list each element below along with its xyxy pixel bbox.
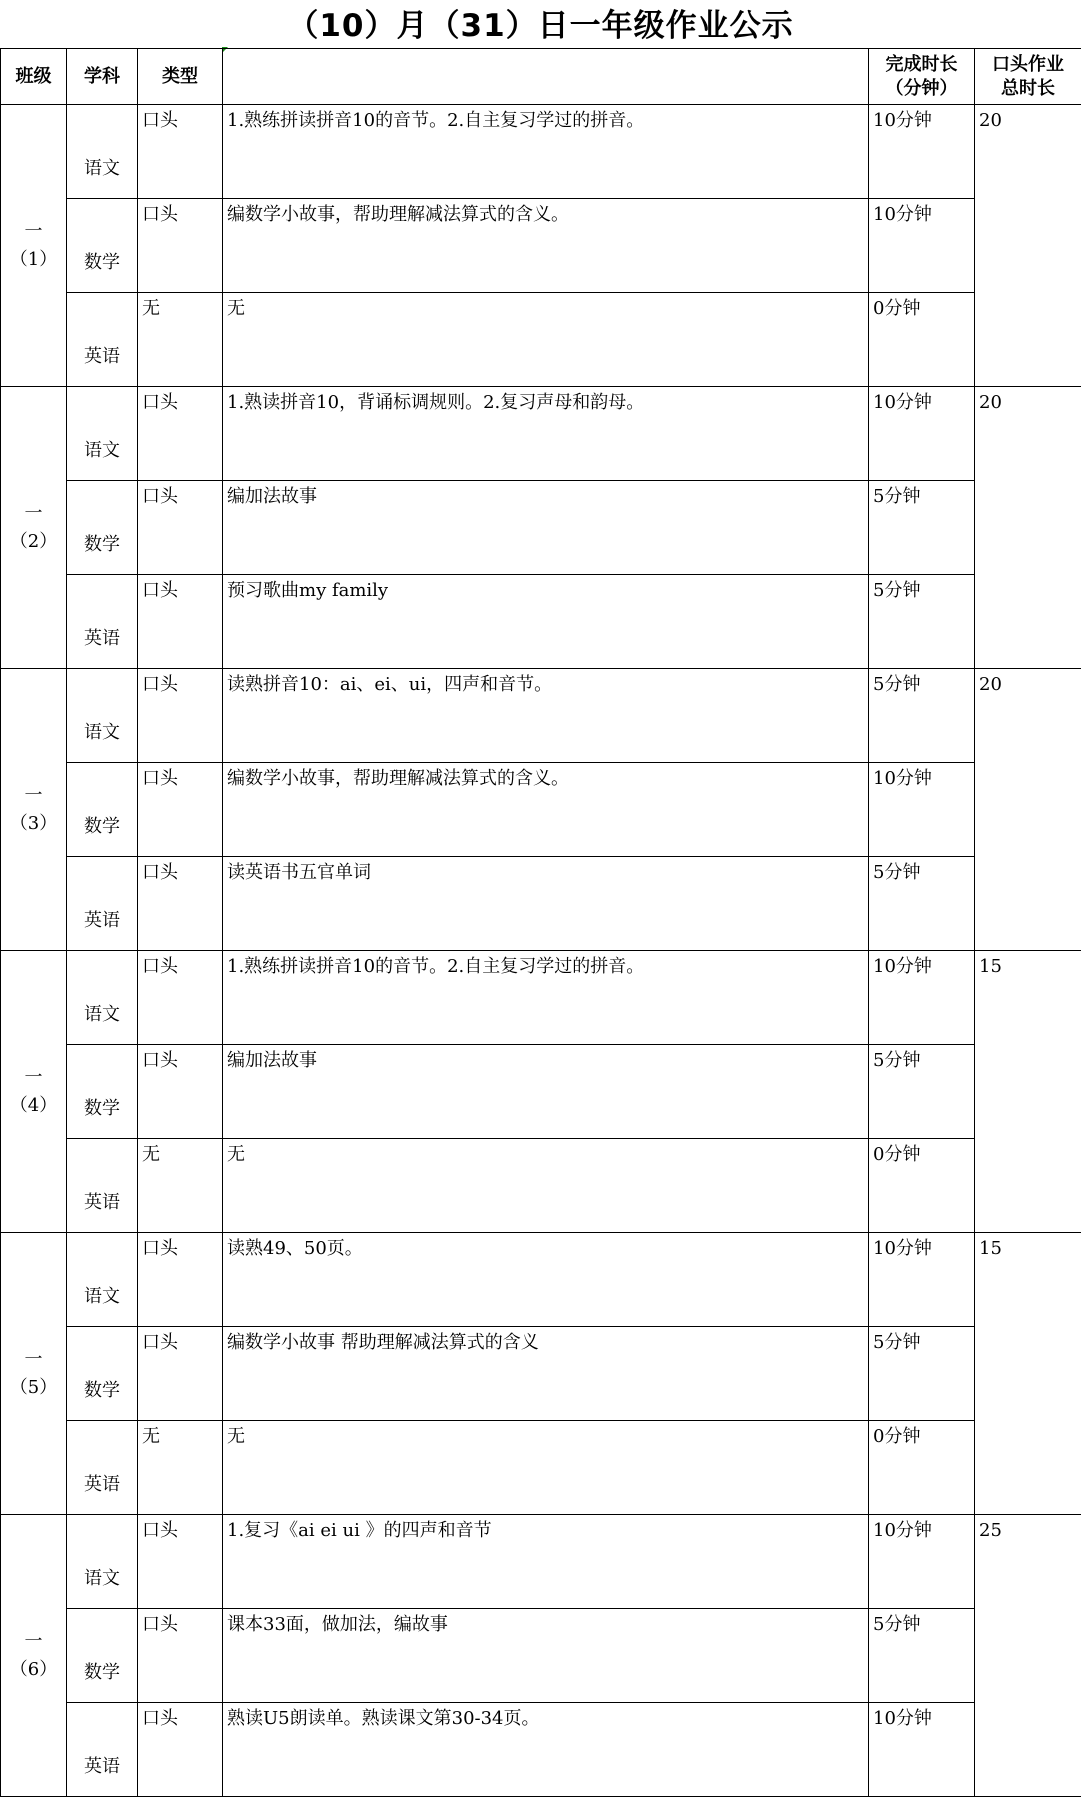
- content-cell: 1.复习《ai ei ui 》的四声和音节: [223, 1515, 869, 1609]
- class-name-line1: 一: [1, 500, 66, 528]
- table-row: [1, 951, 1081, 1045]
- header-class: 班级: [1, 49, 67, 105]
- header-subject: 学科: [67, 49, 138, 105]
- table-row: [1, 669, 1081, 763]
- total-cell: 15: [975, 951, 1081, 1233]
- duration-cell: 5分钟: [869, 857, 975, 951]
- subject-cell: 语文: [67, 1515, 138, 1609]
- class-cell: [1, 105, 67, 387]
- type-cell: 口头: [138, 481, 223, 575]
- table-row: [1, 1139, 1081, 1233]
- content-cell: 编加法故事: [223, 1045, 869, 1139]
- table-row: [1, 1515, 1081, 1609]
- type-cell: 口头: [138, 199, 223, 293]
- type-cell: 口头: [138, 1703, 223, 1797]
- type-cell: 口头: [138, 1233, 223, 1327]
- page-title: （10）月（31）日一年级作业公示: [0, 0, 1081, 48]
- header-duration: [869, 49, 975, 105]
- content-cell: 读熟49、50页。: [223, 1233, 869, 1327]
- content-cell: 1.熟练拼读拼音10的音节。2.自主复习学过的拼音。: [223, 951, 869, 1045]
- subject-cell: 英语: [67, 1703, 138, 1797]
- class-cell: [1, 1233, 67, 1515]
- table-row: [1, 481, 1081, 575]
- content-cell: 读熟拼音10：ai、ei、ui，四声和音节。: [223, 669, 869, 763]
- content-cell: 熟读U5朗读单。熟读课文第30-34页。: [223, 1703, 869, 1797]
- subject-cell: 语文: [67, 669, 138, 763]
- subject-cell: 数学: [67, 763, 138, 857]
- subject-cell: 英语: [67, 1139, 138, 1233]
- header-duration-line1: 完成时长: [869, 53, 974, 77]
- content-cell: 1.熟读拼音10，背诵标调规则。2.复习声母和韵母。: [223, 387, 869, 481]
- content-cell: 编数学小故事 帮助理解减法算式的含义: [223, 1327, 869, 1421]
- table-body: [1, 105, 1081, 1797]
- duration-cell: 5分钟: [869, 1045, 975, 1139]
- header-type: 类型: [138, 49, 223, 105]
- total-cell: 20: [975, 387, 1081, 669]
- subject-cell: 英语: [67, 1421, 138, 1515]
- duration-cell: 5分钟: [869, 575, 975, 669]
- table-row: [1, 1327, 1081, 1421]
- type-cell: 口头: [138, 387, 223, 481]
- duration-cell: 10分钟: [869, 105, 975, 199]
- content-cell: 无: [223, 1421, 869, 1515]
- content-cell: 预习歌曲my family: [223, 575, 869, 669]
- header-total: [975, 49, 1081, 105]
- type-cell: 口头: [138, 575, 223, 669]
- table-row: [1, 763, 1081, 857]
- homework-table: [0, 48, 1081, 1797]
- duration-cell: 0分钟: [869, 1421, 975, 1515]
- content-cell: 编加法故事: [223, 481, 869, 575]
- class-cell: [1, 951, 67, 1233]
- subject-cell: 数学: [67, 1327, 138, 1421]
- total-cell: 15: [975, 1233, 1081, 1515]
- duration-cell: 10分钟: [869, 387, 975, 481]
- duration-cell: 10分钟: [869, 763, 975, 857]
- duration-cell: 5分钟: [869, 1327, 975, 1421]
- class-name-line2: （1）: [1, 246, 66, 274]
- table-row: [1, 1609, 1081, 1703]
- subject-cell: 英语: [67, 293, 138, 387]
- type-cell: 口头: [138, 857, 223, 951]
- table-row: [1, 575, 1081, 669]
- class-name-line1: 一: [1, 1064, 66, 1092]
- type-cell: 无: [138, 1139, 223, 1233]
- type-cell: 口头: [138, 951, 223, 1045]
- duration-cell: 10分钟: [869, 1703, 975, 1797]
- duration-cell: 0分钟: [869, 1139, 975, 1233]
- type-cell: 口头: [138, 1045, 223, 1139]
- header-content: [223, 49, 869, 105]
- header-duration-line2: （分钟）: [869, 77, 974, 101]
- duration-cell: 0分钟: [869, 293, 975, 387]
- class-cell: [1, 669, 67, 951]
- total-cell: 25: [975, 1515, 1081, 1797]
- class-name-line2: （5）: [1, 1374, 66, 1402]
- content-cell: 编数学小故事，帮助理解减法算式的含义。: [223, 763, 869, 857]
- duration-cell: 5分钟: [869, 1609, 975, 1703]
- class-name-line2: （4）: [1, 1092, 66, 1120]
- class-cell: [1, 1515, 67, 1797]
- subject-cell: 语文: [67, 387, 138, 481]
- duration-cell: 10分钟: [869, 199, 975, 293]
- content-cell: 无: [223, 1139, 869, 1233]
- content-cell: 读英语书五官单词: [223, 857, 869, 951]
- table-row: [1, 1045, 1081, 1139]
- content-cell: 编数学小故事，帮助理解减法算式的含义。: [223, 199, 869, 293]
- type-cell: 口头: [138, 1327, 223, 1421]
- duration-cell: 5分钟: [869, 669, 975, 763]
- table-row: [1, 1233, 1081, 1327]
- subject-cell: 英语: [67, 857, 138, 951]
- duration-cell: 5分钟: [869, 481, 975, 575]
- subject-cell: 数学: [67, 199, 138, 293]
- total-cell: 20: [975, 105, 1081, 387]
- table-row: [1, 293, 1081, 387]
- class-name-line1: 一: [1, 1628, 66, 1656]
- class-name-line2: （6）: [1, 1656, 66, 1684]
- duration-cell: 10分钟: [869, 951, 975, 1045]
- type-cell: 口头: [138, 105, 223, 199]
- class-name-line1: 一: [1, 782, 66, 810]
- total-cell: 20: [975, 669, 1081, 951]
- type-cell: 口头: [138, 669, 223, 763]
- content-cell: 1.熟练拼读拼音10的音节。2.自主复习学过的拼音。: [223, 105, 869, 199]
- class-name-line1: 一: [1, 218, 66, 246]
- header-total-line2: 总时长: [975, 77, 1081, 101]
- subject-cell: 语文: [67, 951, 138, 1045]
- subject-cell: 数学: [67, 1609, 138, 1703]
- class-name-line1: 一: [1, 1346, 66, 1374]
- type-cell: 无: [138, 1421, 223, 1515]
- subject-cell: 数学: [67, 1045, 138, 1139]
- table-row: [1, 387, 1081, 481]
- class-cell: [1, 387, 67, 669]
- duration-cell: 10分钟: [869, 1515, 975, 1609]
- table-row: [1, 199, 1081, 293]
- content-cell: 无: [223, 293, 869, 387]
- table-row: [1, 857, 1081, 951]
- subject-cell: 数学: [67, 481, 138, 575]
- type-cell: 口头: [138, 1515, 223, 1609]
- type-cell: 口头: [138, 763, 223, 857]
- subject-cell: 语文: [67, 1233, 138, 1327]
- table-row: [1, 105, 1081, 199]
- subject-cell: 英语: [67, 575, 138, 669]
- header-row: [1, 49, 1081, 105]
- duration-cell: 10分钟: [869, 1233, 975, 1327]
- type-cell: 口头: [138, 1609, 223, 1703]
- class-name-line2: （2）: [1, 528, 66, 556]
- content-cell: 课本33面，做加法，编故事: [223, 1609, 869, 1703]
- table-row: [1, 1421, 1081, 1515]
- type-cell: 无: [138, 293, 223, 387]
- class-name-line2: （3）: [1, 810, 66, 838]
- subject-cell: 语文: [67, 105, 138, 199]
- header-total-line1: 口头作业: [975, 53, 1081, 77]
- table-row: [1, 1703, 1081, 1797]
